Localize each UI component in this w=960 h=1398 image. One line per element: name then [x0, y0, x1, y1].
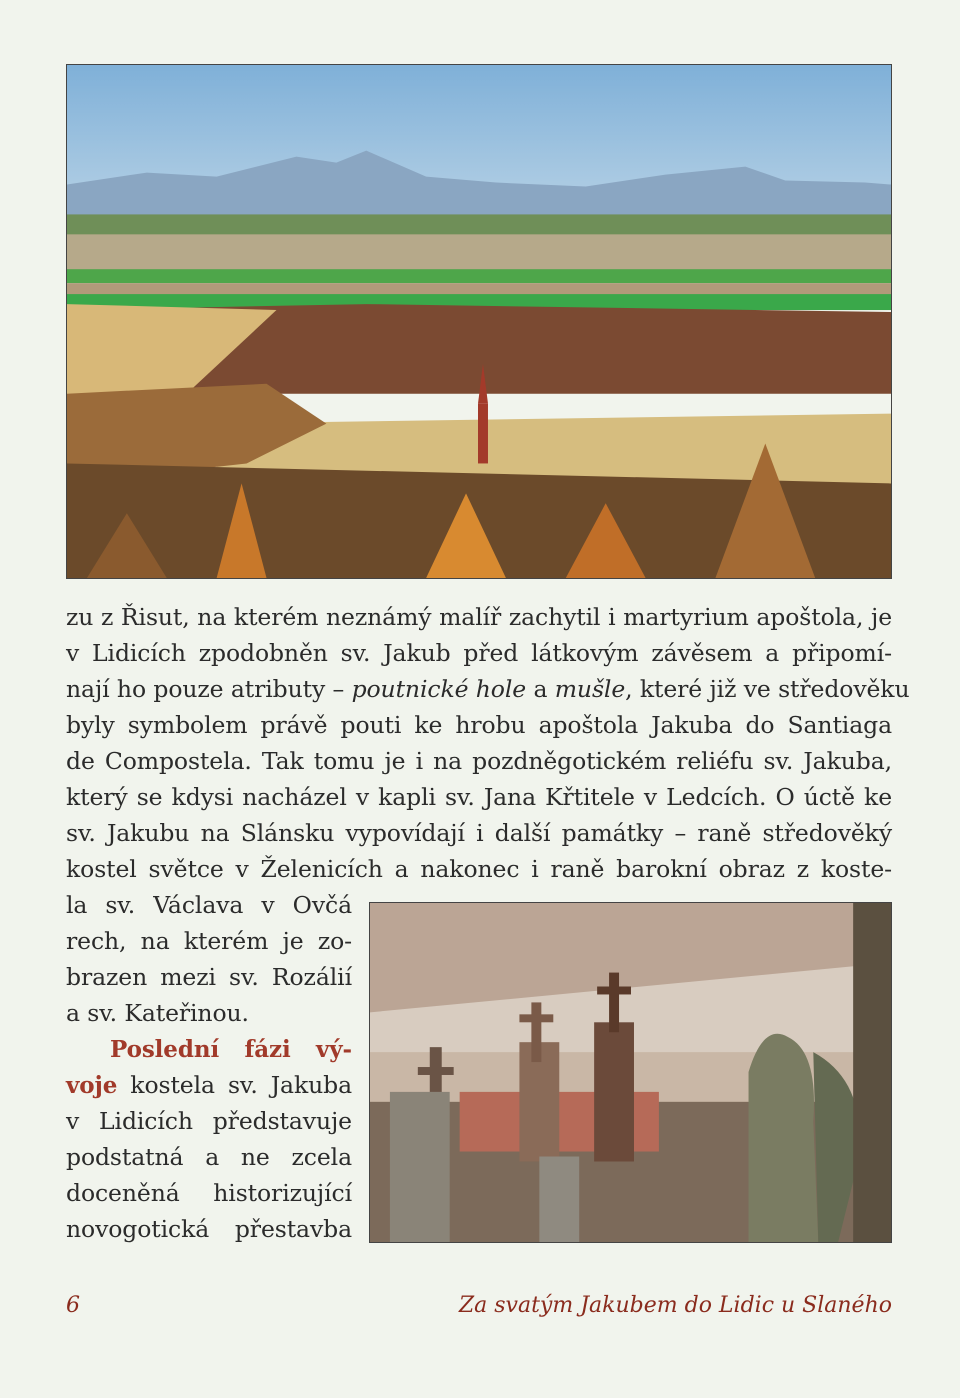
text-fragment: a [526, 675, 555, 703]
cemetery-illustration [370, 903, 891, 1242]
text-line: novogotická přestavba [66, 1215, 352, 1243]
landscape-photo [66, 64, 892, 579]
page-number: 6 [66, 1293, 80, 1318]
text-fragment: kostela sv. Jakuba [117, 1071, 352, 1099]
text-line: sv. Jakubu na Slánsku vypovídají i další památky – raně středověký [66, 819, 892, 847]
emphasis-musle: mušle [554, 675, 626, 703]
text-fragment: , které již ve středověku [625, 675, 910, 703]
text-line: brazen mezi sv. Rozálií [66, 963, 352, 991]
section-heading: Poslední fázi vý- [110, 1036, 352, 1063]
text-line: kostel světce v Želenicích a nakonec i raně barokní obraz z koste- [66, 855, 892, 883]
cemetery-photo [369, 902, 892, 1243]
text-line: a sv. Kateřinou. [66, 999, 249, 1027]
text-line: byly symbolem právě pouti ke hrobu apoštola Jakuba do Santiaga [66, 711, 892, 739]
text-line: rech, na kterém je zo- [66, 927, 352, 955]
text-line: podstatná a ne zcela [66, 1143, 352, 1171]
text-line [66, 671, 910, 707]
section-heading-line [66, 1031, 352, 1067]
text-line: la sv. Václava v Ovčá [66, 891, 352, 919]
text-line: doceněná historizující [66, 1179, 352, 1207]
body-paragraph [66, 599, 910, 887]
section-heading-cont: voje [66, 1072, 118, 1099]
text-line: v Lidicích představuje [66, 1107, 352, 1135]
text-line: v Lidicích zpodobněn sv. Jakub před látkovým závěsem a připomí- [66, 639, 892, 667]
emphasis-poutnicke-hole: poutnické hole [351, 675, 527, 703]
text-fragment: nají ho pouze atributy – [66, 675, 352, 703]
text-line: de Compostela. Tak tomu je i na pozdněgotickém reliéfu sv. Jakuba, [66, 747, 892, 775]
running-title: Za svatým Jakubem do Lidic u Slaného [458, 1293, 892, 1318]
text-line: který se kdysi nacházel v kapli sv. Jana Křtitele v Ledcích. O úctě ke [66, 783, 892, 811]
landscape-illustration [67, 65, 891, 578]
text-line: zu z Řisut, na kterém neznámý malíř zachytil i martyrium apoštola, je [66, 603, 892, 631]
text-line [66, 1067, 352, 1103]
